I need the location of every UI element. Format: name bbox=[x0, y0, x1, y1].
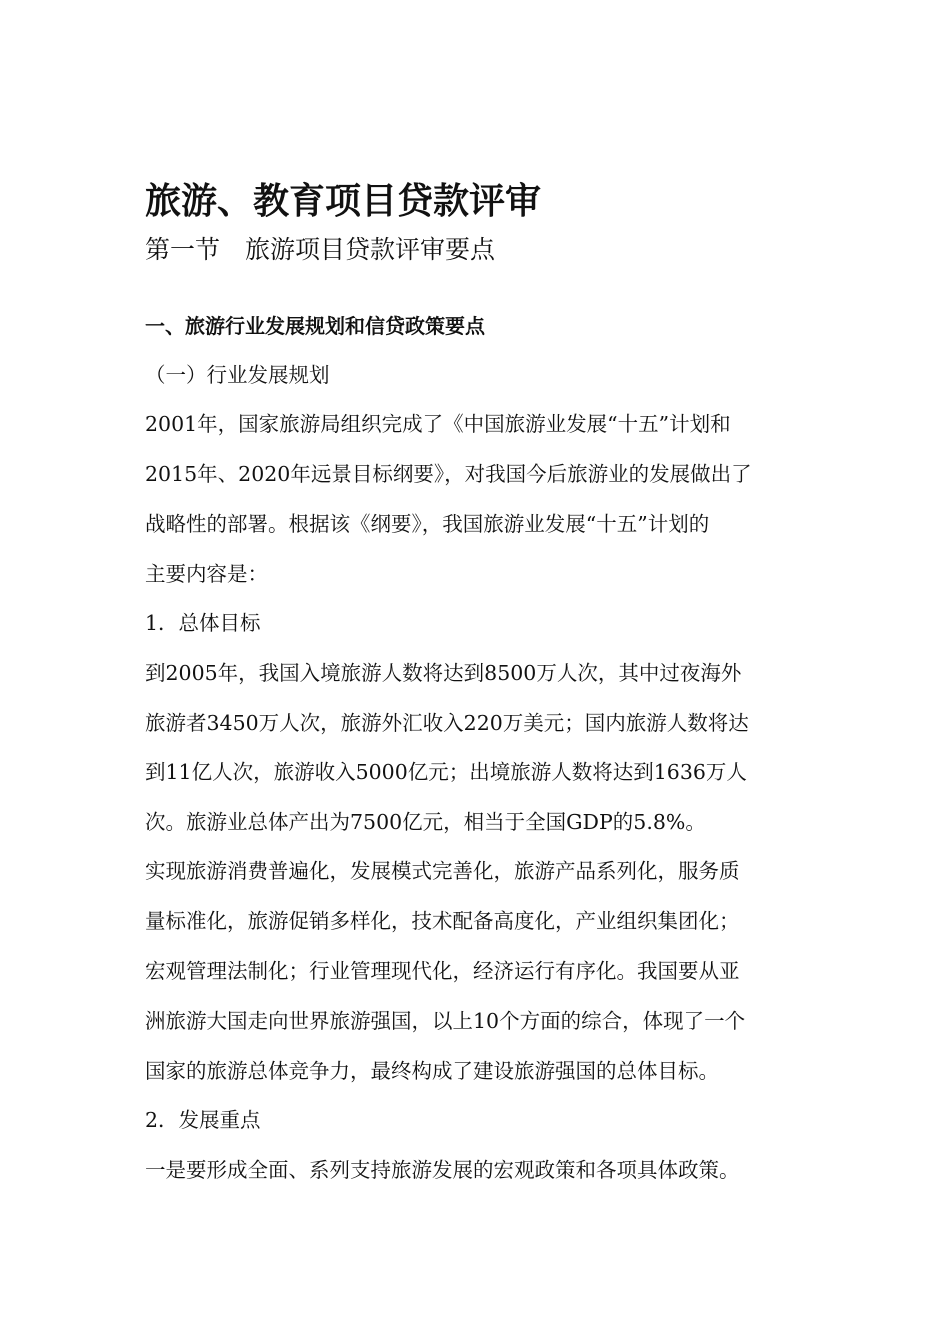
section-heading: 一、旅游行业发展规划和信贷政策要点 bbox=[145, 314, 485, 338]
paragraph-line: 2015年、2020年远景目标纲要》，对我国今后旅游业的发展做出了 bbox=[145, 462, 752, 486]
paragraph-line: 到11亿人次，旅游收入5000亿元；出境旅游人数将达到1636万人 bbox=[145, 760, 747, 784]
section-subtitle: 第一节 旅游项目贷款评审要点 bbox=[145, 235, 496, 264]
paragraph-line: 2001年，国家旅游局组织完成了《中国旅游业发展“十五”计划和 bbox=[145, 412, 731, 436]
list-item-heading: 2．发展重点 bbox=[145, 1108, 261, 1132]
paragraph-line: 到2005年，我国入境旅游人数将达到8500万人次，其中过夜海外 bbox=[145, 661, 742, 685]
paragraph-line: 主要内容是： bbox=[145, 562, 268, 586]
paragraph-line: 次。旅游业总体产出为7500亿元，相当于全国GDP的5.8%。 bbox=[145, 810, 706, 834]
paragraph-line: 洲旅游大国走向世界旅游强国，以上10个方面的综合，体现了一个 bbox=[145, 1009, 746, 1033]
paragraph-line: 量标准化，旅游促销多样化，技术配备高度化，产业组织集团化； bbox=[145, 909, 740, 933]
paragraph-line: 战略性的部署。根据该《纲要》，我国旅游业发展“十五”计划的 bbox=[145, 512, 710, 536]
paragraph-line: 一是要形成全面、系列支持旅游发展的宏观政策和各项具体政策。 bbox=[145, 1158, 740, 1182]
paragraph-line: 旅游者3450万人次，旅游外汇收入220万美元；国内旅游人数将达 bbox=[145, 711, 749, 735]
document-title: 旅游、教育项目贷款评审 bbox=[145, 181, 542, 222]
subsection-heading: （一）行业发展规划 bbox=[145, 363, 330, 387]
paragraph-line: 国家的旅游总体竞争力，最终构成了建设旅游强国的总体目标。 bbox=[145, 1059, 719, 1083]
paragraph-line: 实现旅游消费普遍化，发展模式完善化，旅游产品系列化，服务质 bbox=[145, 859, 740, 883]
list-item-heading: 1．总体目标 bbox=[145, 611, 261, 635]
paragraph-line: 宏观管理法制化；行业管理现代化，经济运行有序化。我国要从亚 bbox=[145, 959, 740, 983]
